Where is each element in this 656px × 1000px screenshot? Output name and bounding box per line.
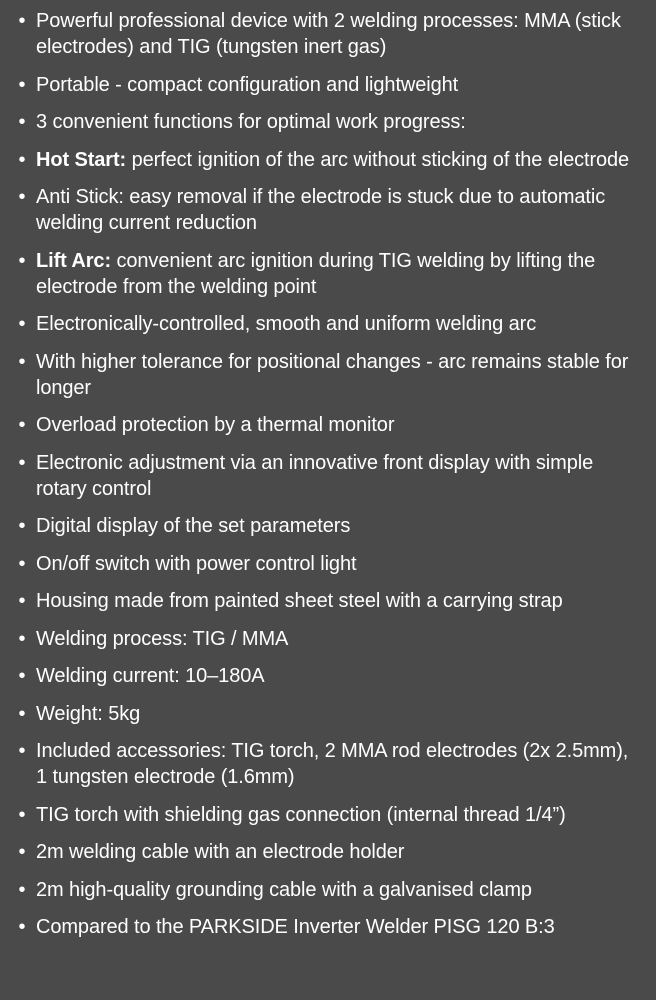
- bullet-icon: •: [18, 552, 26, 575]
- list-item: [16, 248, 632, 300]
- bullet-icon: •: [18, 148, 26, 171]
- list-item: [16, 877, 632, 903]
- bullet-icon: •: [18, 702, 26, 725]
- bullet-icon: •: [18, 627, 26, 650]
- bullet-icon: •: [18, 740, 26, 762]
- bullet-icon: •: [18, 249, 26, 272]
- item-bold-label: Lift Arc:: [36, 249, 112, 272]
- item-text: Overload protection by a thermal monitor: [36, 414, 395, 436]
- item-text: Portable - compact configuration and lightweight: [36, 73, 459, 96]
- list-item: [16, 839, 632, 865]
- list-item: [16, 513, 632, 539]
- bullet-icon: •: [18, 515, 26, 537]
- bullet-icon: •: [18, 73, 26, 96]
- bullet-icon: •: [18, 111, 26, 133]
- item-text: 2m high-quality grounding cable with a galvanised clamp: [36, 878, 532, 901]
- list-item: [16, 701, 632, 727]
- item-text: Compared to the PARKSIDE Inverter Welder PISG 120 B:3: [36, 916, 555, 938]
- list-item: [16, 311, 632, 337]
- item-text: Welding process: TIG / MMA: [36, 627, 289, 650]
- list-item: [16, 551, 632, 577]
- item-text: Electronic adjustment via an innovative front display with simple rotary control: [36, 451, 594, 500]
- list-item: [16, 109, 632, 135]
- list-item: [16, 802, 632, 828]
- item-text: With higher tolerance for positional changes - arc remains stable for longer: [36, 350, 629, 399]
- item-text: Anti Stick: easy removal if the electrode is stuck due to automatic welding current reduction: [36, 186, 606, 234]
- list-item: [16, 184, 632, 236]
- item-bold-label: Hot Start:: [36, 148, 127, 171]
- item-text: Digital display of the set parameters: [36, 515, 351, 537]
- list-item: [16, 72, 632, 98]
- item-text: 2m welding cable with an electrode holder: [36, 841, 405, 863]
- bullet-icon: •: [18, 186, 26, 208]
- bullet-icon: •: [18, 414, 26, 436]
- item-text: On/off switch with power control light: [36, 552, 357, 575]
- bullet-icon: •: [18, 665, 26, 687]
- item-text: perfect ignition of the arc without sticking of the electrode: [126, 148, 630, 171]
- item-text: Included accessories: TIG torch, 2 MMA rod electrodes (2x 2.5mm), 1 tungsten electrode (1.6mm): [36, 740, 629, 788]
- bullet-icon: •: [18, 451, 26, 474]
- bullet-icon: •: [18, 590, 26, 612]
- list-item: [16, 412, 632, 438]
- item-text: 3 convenient functions for optimal work progress:: [36, 111, 466, 133]
- bullet-icon: •: [18, 313, 26, 335]
- list-item: [16, 663, 632, 689]
- list-item: [16, 738, 632, 790]
- item-text: TIG torch with shielding gas connection (internal thread 1/4”): [36, 803, 566, 826]
- item-text: convenient arc ignition during TIG welding by lifting the electrode from the welding point: [36, 249, 596, 298]
- list-item: [16, 8, 632, 60]
- list-item: [16, 450, 632, 502]
- list-item: [16, 349, 632, 401]
- bullet-icon: •: [18, 10, 26, 32]
- list-item: [16, 147, 632, 173]
- list-item: [16, 914, 632, 940]
- item-text: Electronically-controlled, smooth and uniform welding arc: [36, 313, 537, 335]
- bullet-icon: •: [18, 878, 26, 901]
- list-item: [16, 626, 632, 652]
- bullet-icon: •: [18, 841, 26, 863]
- item-text: Welding current: 10–180A: [36, 665, 265, 687]
- bullet-icon: •: [18, 916, 26, 938]
- item-text: Powerful professional device with 2 welding processes: MMA (stick electrodes) and TIG (tungsten inert gas): [36, 10, 621, 58]
- bullet-icon: •: [18, 350, 26, 373]
- item-text: Housing made from painted sheet steel with a carrying strap: [36, 590, 563, 612]
- bullet-icon: •: [18, 803, 26, 826]
- item-text: Weight: 5kg: [36, 702, 141, 725]
- list-item: [16, 588, 632, 614]
